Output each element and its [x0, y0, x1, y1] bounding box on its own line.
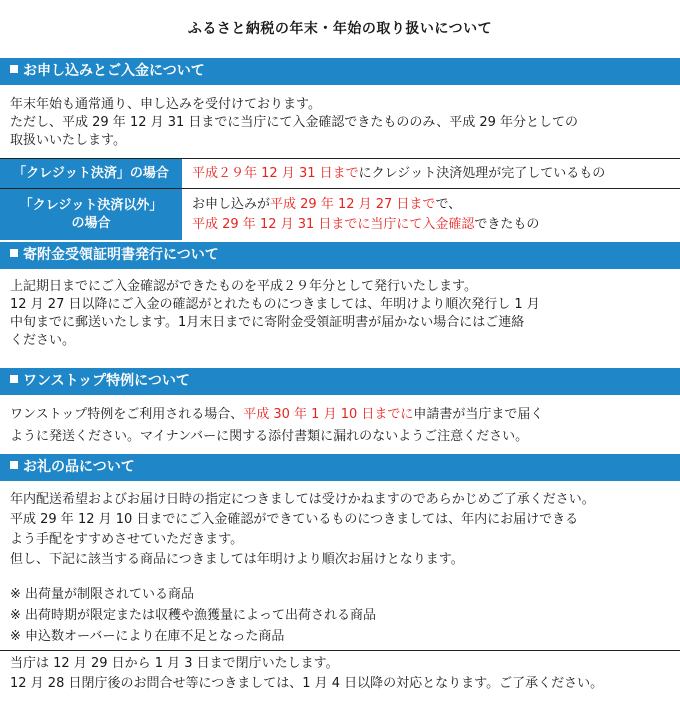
- text-line: ください。: [10, 333, 76, 348]
- section-heading-certificate: [0, 242, 680, 269]
- deadline-highlight: 平成 29 年 12 月 27 日まで: [270, 196, 436, 212]
- section-heading-label: お申し込みとご入金について: [23, 63, 205, 79]
- application-text: [0, 96, 680, 150]
- text-line: 12 月 27 日以降にご入金の確認がとれたものにつきましては、年明けより順次発行し 1 月: [10, 297, 540, 312]
- payment-row-detail: 平成２９年 12 月 31 日までにクレジット決済処理が完了しているもの: [192, 165, 606, 181]
- payment-row-label: 「クレジット決済以外」 の場合: [0, 189, 182, 240]
- text-line: ただし、平成 29 年 12 月 31 日までに当庁にて入金確認できたもののみ、平成 29 年分としての: [10, 115, 579, 130]
- deadline-highlight: 平成 30 年 1 月 10 日までに: [243, 407, 414, 422]
- certificate-text: [0, 278, 680, 350]
- square-bullet-icon: [10, 461, 18, 469]
- payment-row-other: [0, 188, 680, 240]
- payment-row-label: 「クレジット決済」の場合: [0, 159, 182, 188]
- section-heading-label: 寄附金受領証明書発行について: [23, 247, 219, 263]
- section-heading-application: [0, 58, 680, 85]
- onestop-text: [0, 404, 680, 448]
- text-line: 平成 29 年 12 月 10 日までにご入金確認ができているものにつきましては、年内にお届けできる: [10, 512, 579, 527]
- text-line: ように発送ください。マイナンバーに関する添付書類に漏れのないようご注意ください。: [10, 429, 529, 444]
- text-line: 年内配送希望およびお届け日時の指定につきましては受けかねますのであらかじめご了承ください。: [10, 492, 595, 507]
- section-heading-label: お礼の品について: [23, 459, 135, 475]
- text-line: 当庁は 12 月 29 日から 1 月 3 日まで閉庁いたします。: [10, 656, 339, 671]
- text-line: 但し、下記に該当する商品につきましては年明けより順次お届けとなります。: [10, 552, 464, 567]
- section-heading-onestop: [0, 368, 680, 395]
- note-item: ※ 出荷量が制限されている商品: [10, 587, 195, 602]
- closing-text: [0, 650, 680, 694]
- square-bullet-icon: [10, 375, 18, 383]
- note-item: ※ 申込数オーバーにより在庫不足となった商品: [10, 629, 285, 644]
- deadline-highlight: 平成 29 年 12 月 31 日までに当庁にて入金確認: [192, 216, 475, 232]
- note-item: ※ 出荷時期が限定または収穫や漁獲量によって出荷される商品: [10, 608, 377, 623]
- text-line: 年末年始も通常通り、申し込みを受付けております。: [10, 97, 321, 112]
- payment-row-detail: お申し込みが平成 29 年 12 月 27 日までで、 平成 29 年 12 月 31 日までに当庁にて入金確認できたもの: [192, 196, 540, 232]
- payment-row-credit: [0, 158, 680, 188]
- text-line: 中旬までに郵送いたします。1月末日までに寄附金受領証明書が届かない場合にはご連絡: [10, 315, 525, 330]
- text-line: 上記期日までにご入金確認ができたものを平成２９年分として発行いたします。: [10, 279, 477, 294]
- text-line: よう手配をすすめさせていただきます。: [10, 532, 244, 547]
- gifts-text: [0, 490, 680, 570]
- square-bullet-icon: [10, 249, 18, 257]
- text-line: 12 月 28 日閉庁後のお問合せ等につきましては、1 月 4 日以降の対応となります。ご了承ください。: [10, 676, 604, 691]
- section-heading-label: ワンストップ特例について: [23, 373, 190, 389]
- deadline-highlight: 平成２９年 12 月 31 日まで: [192, 165, 359, 181]
- text-line: 取扱いいたします。: [10, 133, 126, 148]
- page-title: ふるさと納税の年末・年始の取り扱いについて: [187, 21, 493, 37]
- text-line: ワンストップ特例をご利用される場合、平成 30 年 1 月 10 日までに申請書が当庁まで届く: [10, 407, 544, 422]
- gifts-notes: [0, 584, 680, 647]
- square-bullet-icon: [10, 65, 18, 73]
- section-heading-gifts: [0, 454, 680, 481]
